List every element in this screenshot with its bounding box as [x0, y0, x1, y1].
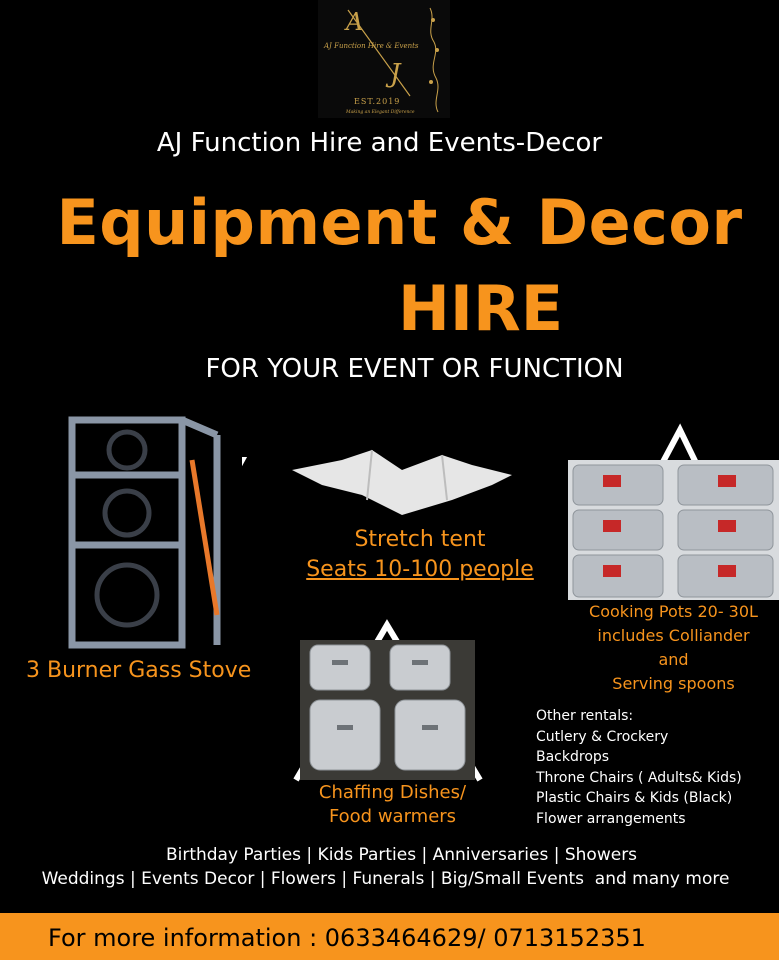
tent-label	[285, 525, 555, 585]
logo-tagline: Making an Elegant Difference	[346, 110, 415, 115]
rental-item: Cutlery & Crockery	[536, 728, 669, 745]
other-rentals-title: Other rentals:	[536, 708, 634, 724]
chafing-label	[300, 781, 485, 829]
logo-script-name: AJ Function Hire & Events	[324, 42, 419, 50]
events-line1: Birthday Parties | Kids Parties | Anniversaries | Showers	[165, 845, 638, 865]
logo-graphic	[318, 0, 450, 118]
headline-hire: HIRE	[398, 272, 564, 345]
subheading: FOR YOUR EVENT OR FUNCTION	[205, 354, 624, 384]
cooking-pots-image	[568, 460, 779, 600]
rental-item: Flower arrangements	[536, 810, 686, 827]
chafing-label-line1: Chaffing Dishes/	[318, 782, 467, 803]
pots-label-line1: Cooking Pots 20- 30L	[589, 602, 758, 621]
logo	[318, 0, 450, 118]
contact-info: For more information : 0633464629/ 0713152351	[48, 924, 646, 952]
rental-item: Plastic Chairs & Kids (Black)	[536, 790, 733, 806]
logo-monogram-j: J	[390, 59, 401, 89]
company-name: AJ Function Hire and Events-Decor	[156, 128, 603, 158]
chafing-dishes-image	[300, 640, 475, 780]
tent-label-line1: Stretch tent	[354, 527, 486, 552]
logo-est: EST.2019	[354, 97, 401, 106]
rental-item: Backdrops	[536, 749, 610, 765]
stretch-tent-image	[292, 440, 512, 520]
rental-item: Throne Chairs ( Adults& Kids)	[536, 769, 742, 786]
pots-label	[568, 600, 779, 696]
stove-image	[42, 415, 242, 650]
pots-label-line4: Serving spoons	[612, 674, 735, 693]
other-rentals	[536, 706, 742, 829]
events-line2: Weddings | Events Decor | Flowers | Funerals | Big/Small Events and many more	[41, 869, 730, 889]
pots-label-line2: includes Colliander	[597, 626, 750, 645]
pots-label-line3: and	[658, 650, 689, 669]
headline-equipment-decor: Equipment & Decor	[56, 186, 743, 259]
chafing-label-line2: Food warmers	[328, 806, 457, 827]
stove-label: 3 Burner Gass Stove	[26, 658, 252, 683]
logo-monogram-a: A	[346, 8, 364, 36]
tent-label-line2: Seats 10-100 people	[306, 557, 534, 582]
